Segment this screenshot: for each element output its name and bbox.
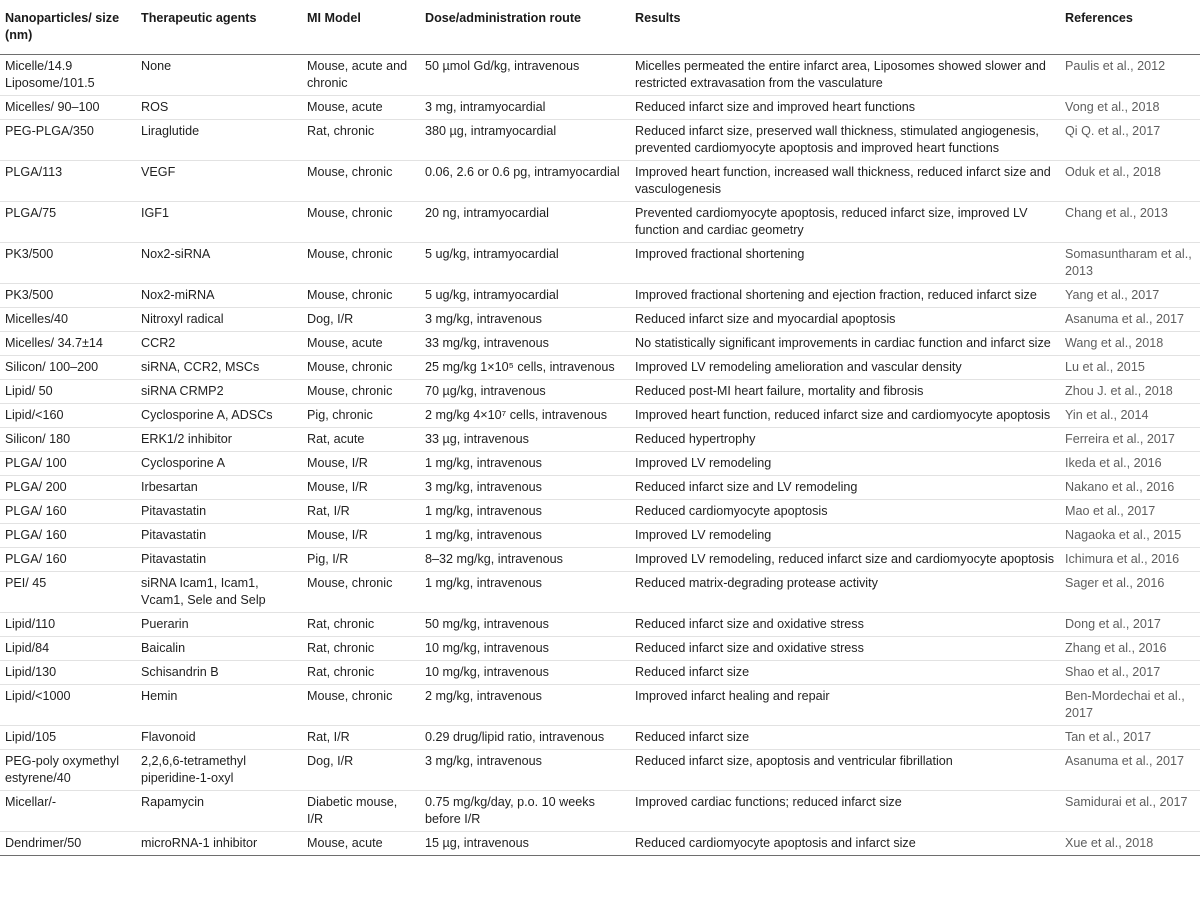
reference-cell: Wang et al., 2018 [1060,332,1200,356]
table-row [0,572,1200,613]
results-cell: Reduced infarct size, preserved wall thickness, stimulated angiogenesis, prevented cardiomyocyte apoptosis and improved heart functions [630,120,1060,161]
results-cell: Reduced post-MI heart failure, mortality and fibrosis [630,380,1060,404]
mi-model-cell: Rat, chronic [302,637,420,661]
nanoparticle-cell: PK3/500 [0,284,136,308]
reference-cell: Lu et al., 2015 [1060,356,1200,380]
nanoparticle-cell: Micelles/40 [0,308,136,332]
dose-route-cell: 1 mg/kg, intravenous [420,524,630,548]
reference-cell: Yin et al., 2014 [1060,404,1200,428]
mi-model-cell: Dog, I/R [302,308,420,332]
nanoparticle-cell: Silicon/ 100–200 [0,356,136,380]
reference-cell: Zhang et al., 2016 [1060,637,1200,661]
nanoparticle-cell: Lipid/<160 [0,404,136,428]
dose-route-cell: 33 µg, intravenous [420,428,630,452]
header-row [0,0,1200,55]
therapeutic-agent-cell: Nox2-miRNA [136,284,302,308]
nanoparticle-cell: Micellar/- [0,791,136,832]
results-cell: Reduced matrix-degrading protease activity [630,572,1060,613]
table-row [0,308,1200,332]
dose-route-cell: 50 µmol Gd/kg, intravenous [420,55,630,96]
mi-model-cell: Rat, I/R [302,726,420,750]
table-row [0,685,1200,726]
nanoparticle-cell: PEI/ 45 [0,572,136,613]
therapeutic-agent-cell: Liraglutide [136,120,302,161]
table-row [0,500,1200,524]
header-dose-route: Dose/administration route [420,0,630,55]
reference-cell: Samidurai et al., 2017 [1060,791,1200,832]
mi-model-cell: Mouse, acute [302,832,420,856]
mi-model-cell: Mouse, chronic [302,161,420,202]
table-row [0,476,1200,500]
therapeutic-agent-cell: Flavonoid [136,726,302,750]
table-row [0,404,1200,428]
mi-model-cell: Mouse, chronic [302,380,420,404]
therapeutic-agent-cell: Nox2-siRNA [136,243,302,284]
dose-route-cell: 1 mg/kg, intravenous [420,572,630,613]
table-row [0,332,1200,356]
results-cell: Reduced infarct size, apoptosis and ventricular fibrillation [630,750,1060,791]
table-row [0,548,1200,572]
dose-route-cell: 33 mg/kg, intravenous [420,332,630,356]
dose-route-cell: 0.75 mg/kg/day, p.o. 10 weeks before I/R [420,791,630,832]
dose-route-cell: 20 ng, intramyocardial [420,202,630,243]
reference-cell: Oduk et al., 2018 [1060,161,1200,202]
dose-route-cell: 8–32 mg/kg, intravenous [420,548,630,572]
dose-route-cell: 2 mg/kg 4×10⁷ cells, intravenous [420,404,630,428]
reference-cell: Sager et al., 2016 [1060,572,1200,613]
mi-model-cell: Mouse, chronic [302,202,420,243]
mi-model-cell: Mouse, acute [302,96,420,120]
dose-route-cell: 10 mg/kg, intravenous [420,637,630,661]
therapeutic-agent-cell: Cyclosporine A, ADSCs [136,404,302,428]
results-cell: Reduced hypertrophy [630,428,1060,452]
table-row [0,613,1200,637]
therapeutic-agent-cell: Pitavastatin [136,500,302,524]
mi-model-cell: Mouse, chronic [302,685,420,726]
therapeutic-agent-cell: Pitavastatin [136,524,302,548]
mi-model-cell: Mouse, I/R [302,524,420,548]
mi-model-cell: Mouse, acute [302,332,420,356]
nanoparticle-cell: Lipid/105 [0,726,136,750]
header-mi-model: MI Model [302,0,420,55]
nanoparticle-cell: Dendrimer/50 [0,832,136,856]
table-row [0,96,1200,120]
dose-route-cell: 10 mg/kg, intravenous [420,661,630,685]
therapeutic-agent-cell: Nitroxyl radical [136,308,302,332]
table-row [0,380,1200,404]
nanoparticle-cell: Micelle/14.9 Liposome/101.5 [0,55,136,96]
mi-model-cell: Mouse, I/R [302,452,420,476]
nanoparticle-cell: Micelles/ 34.7±14 [0,332,136,356]
nanoparticle-cell: PEG-PLGA/350 [0,120,136,161]
header-nanoparticles: Nanoparticles/ size (nm) [0,0,136,55]
reference-cell: Asanuma et al., 2017 [1060,750,1200,791]
dose-route-cell: 3 mg/kg, intravenous [420,476,630,500]
mi-model-cell: Mouse, I/R [302,476,420,500]
therapeutic-agent-cell: Hemin [136,685,302,726]
reference-cell: Vong et al., 2018 [1060,96,1200,120]
mi-model-cell: Mouse, acute and chronic [302,55,420,96]
therapeutic-agent-cell: Pitavastatin [136,548,302,572]
table-row [0,55,1200,96]
table-row [0,661,1200,685]
therapeutic-agent-cell: ROS [136,96,302,120]
dose-route-cell: 380 µg, intramyocardial [420,120,630,161]
table-row [0,750,1200,791]
header-therapeutic-agents: Therapeutic agents [136,0,302,55]
header-references: References [1060,0,1200,55]
reference-cell: Somasuntharam et al., 2013 [1060,243,1200,284]
results-cell: Reduced cardiomyocyte apoptosis and infarct size [630,832,1060,856]
results-cell: Reduced infarct size and LV remodeling [630,476,1060,500]
therapeutic-agent-cell: 2,2,6,6-tetramethyl piperidine-1-oxyl [136,750,302,791]
table-row [0,243,1200,284]
results-cell: Reduced infarct size [630,661,1060,685]
nanoparticle-cell: Micelles/ 90–100 [0,96,136,120]
therapeutic-agent-cell: None [136,55,302,96]
nanoparticle-cell: PLGA/113 [0,161,136,202]
results-cell: Improved cardiac functions; reduced infarct size [630,791,1060,832]
mi-model-cell: Diabetic mouse, I/R [302,791,420,832]
header-results: Results [630,0,1060,55]
results-cell: Improved heart function, reduced infarct size and cardiomyocyte apoptosis [630,404,1060,428]
table-row [0,428,1200,452]
table-row [0,356,1200,380]
therapeutic-agent-cell: siRNA CRMP2 [136,380,302,404]
dose-route-cell: 5 ug/kg, intramyocardial [420,243,630,284]
reference-cell: Dong et al., 2017 [1060,613,1200,637]
reference-cell: Asanuma et al., 2017 [1060,308,1200,332]
dose-route-cell: 0.06, 2.6 or 0.6 pg, intramyocardial [420,161,630,202]
therapeutic-agent-cell: siRNA, CCR2, MSCs [136,356,302,380]
results-cell: No statistically significant improvements in cardiac function and infarct size [630,332,1060,356]
results-cell: Reduced infarct size and myocardial apoptosis [630,308,1060,332]
table-row [0,284,1200,308]
dose-route-cell: 70 µg/kg, intravenous [420,380,630,404]
table-row [0,452,1200,476]
table-row [0,726,1200,750]
dose-route-cell: 0.29 drug/lipid ratio, intravenous [420,726,630,750]
results-cell: Reduced infarct size and improved heart functions [630,96,1060,120]
mi-model-cell: Pig, I/R [302,548,420,572]
dose-route-cell: 3 mg/kg, intravenous [420,308,630,332]
dose-route-cell: 3 mg/kg, intravenous [420,750,630,791]
mi-model-cell: Rat, chronic [302,613,420,637]
nanoparticle-cell: Lipid/110 [0,613,136,637]
reference-cell: Shao et al., 2017 [1060,661,1200,685]
nanoparticle-cell: PLGA/ 200 [0,476,136,500]
reference-cell: Ben-Mordechai et al., 2017 [1060,685,1200,726]
table-row [0,832,1200,856]
therapeutic-agent-cell: Cyclosporine A [136,452,302,476]
therapeutic-agent-cell: Baicalin [136,637,302,661]
results-cell: Reduced infarct size [630,726,1060,750]
dose-route-cell: 50 mg/kg, intravenous [420,613,630,637]
results-cell: Prevented cardiomyocyte apoptosis, reduced infarct size, improved LV function and cardiac geometry [630,202,1060,243]
reference-cell: Xue et al., 2018 [1060,832,1200,856]
nanoparticle-cell: Silicon/ 180 [0,428,136,452]
reference-cell: Qi Q. et al., 2017 [1060,120,1200,161]
mi-model-cell: Pig, chronic [302,404,420,428]
therapeutic-agent-cell: Schisandrin B [136,661,302,685]
nanoparticle-cell: PLGA/ 160 [0,524,136,548]
table-row [0,202,1200,243]
table-row [0,637,1200,661]
therapeutic-agent-cell: Puerarin [136,613,302,637]
nanoparticle-cell: Lipid/ 50 [0,380,136,404]
results-cell: Improved LV remodeling [630,524,1060,548]
mi-model-cell: Mouse, chronic [302,356,420,380]
therapeutic-agent-cell: microRNA-1 inhibitor [136,832,302,856]
nanoparticle-cell: Lipid/130 [0,661,136,685]
dose-route-cell: 1 mg/kg, intravenous [420,452,630,476]
dose-route-cell: 5 ug/kg, intramyocardial [420,284,630,308]
therapeutic-agent-cell: ERK1/2 inhibitor [136,428,302,452]
therapeutic-agent-cell: Rapamycin [136,791,302,832]
mi-model-cell: Rat, chronic [302,120,420,161]
results-cell: Improved fractional shortening and ejection fraction, reduced infarct size [630,284,1060,308]
reference-cell: Tan et al., 2017 [1060,726,1200,750]
nanoparticle-cell: PLGA/ 160 [0,548,136,572]
therapeutic-agent-cell: VEGF [136,161,302,202]
mi-model-cell: Mouse, chronic [302,572,420,613]
nanoparticle-cell: Lipid/84 [0,637,136,661]
results-cell: Improved fractional shortening [630,243,1060,284]
results-cell: Reduced cardiomyocyte apoptosis [630,500,1060,524]
nanoparticle-cell: PLGA/ 100 [0,452,136,476]
reference-cell: Nagaoka et al., 2015 [1060,524,1200,548]
table-body [0,55,1200,856]
nanoparticle-cell: PLGA/ 160 [0,500,136,524]
dose-route-cell: 2 mg/kg, intravenous [420,685,630,726]
dose-route-cell: 25 mg/kg 1×10⁵ cells, intravenous [420,356,630,380]
table-row [0,161,1200,202]
results-cell: Reduced infarct size and oxidative stress [630,613,1060,637]
reference-cell: Ikeda et al., 2016 [1060,452,1200,476]
table-row [0,120,1200,161]
results-cell: Improved infarct healing and repair [630,685,1060,726]
dose-route-cell: 1 mg/kg, intravenous [420,500,630,524]
reference-cell: Nakano et al., 2016 [1060,476,1200,500]
therapeutic-agent-cell: IGF1 [136,202,302,243]
reference-cell: Ichimura et al., 2016 [1060,548,1200,572]
dose-route-cell: 3 mg, intramyocardial [420,96,630,120]
mi-model-cell: Rat, chronic [302,661,420,685]
table-row [0,524,1200,548]
results-cell: Reduced infarct size and oxidative stress [630,637,1060,661]
reference-cell: Chang et al., 2013 [1060,202,1200,243]
nanoparticle-cell: PK3/500 [0,243,136,284]
reference-cell: Yang et al., 2017 [1060,284,1200,308]
nanoparticle-cell: PEG-poly oxymethyl estyrene/40 [0,750,136,791]
nanoparticle-cell: Lipid/<1000 [0,685,136,726]
reference-cell: Paulis et al., 2012 [1060,55,1200,96]
results-cell: Improved LV remodeling, reduced infarct size and cardiomyocyte apoptosis [630,548,1060,572]
mi-model-cell: Mouse, chronic [302,243,420,284]
reference-cell: Mao et al., 2017 [1060,500,1200,524]
therapeutic-agent-cell: CCR2 [136,332,302,356]
mi-model-cell: Rat, acute [302,428,420,452]
nanoparticle-cell: PLGA/75 [0,202,136,243]
mi-model-cell: Rat, I/R [302,500,420,524]
therapeutic-agent-cell: siRNA Icam1, Icam1, Vcam1, Sele and Selp [136,572,302,613]
results-cell: Improved heart function, increased wall thickness, reduced infarct size and vasculogenesis [630,161,1060,202]
results-cell: Improved LV remodeling amelioration and vascular density [630,356,1060,380]
reference-cell: Zhou J. et al., 2018 [1060,380,1200,404]
reference-cell: Ferreira et al., 2017 [1060,428,1200,452]
therapeutic-agent-cell: Irbesartan [136,476,302,500]
table-row [0,791,1200,832]
results-cell: Micelles permeated the entire infarct area, Liposomes showed slower and restricted extravasation from the vasculature [630,55,1060,96]
mi-model-cell: Mouse, chronic [302,284,420,308]
mi-model-cell: Dog, I/R [302,750,420,791]
dose-route-cell: 15 µg, intravenous [420,832,630,856]
results-cell: Improved LV remodeling [630,452,1060,476]
